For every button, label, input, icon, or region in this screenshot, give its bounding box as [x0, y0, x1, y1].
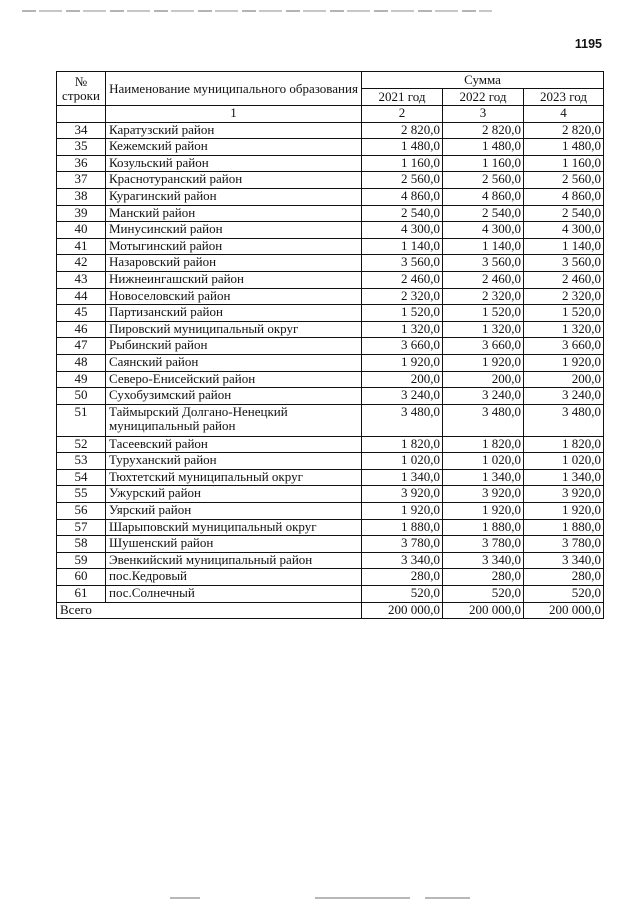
amount-2021: 1 920,0: [362, 503, 443, 520]
amount-2022: 3 560,0: [443, 255, 524, 272]
table-row: [57, 205, 604, 222]
table-row: [57, 222, 604, 239]
row-number: 61: [57, 586, 106, 603]
amount-2023: 2 320,0: [524, 288, 604, 305]
municipality-name: Ужурский район: [106, 486, 362, 503]
row-number: 57: [57, 519, 106, 536]
amount-2023: 1 920,0: [524, 503, 604, 520]
table-row: [57, 552, 604, 569]
amount-2021: 1 340,0: [362, 469, 443, 486]
amount-2021: 1 880,0: [362, 519, 443, 536]
row-number: 34: [57, 122, 106, 139]
amount-2022: 1 140,0: [443, 238, 524, 255]
amount-2023: 1 020,0: [524, 453, 604, 470]
table-row: [57, 586, 604, 603]
row-number: 42: [57, 255, 106, 272]
amount-2021: 1 320,0: [362, 321, 443, 338]
amount-2023: 3 560,0: [524, 255, 604, 272]
amount-2023: 1 820,0: [524, 436, 604, 453]
row-number: 38: [57, 188, 106, 205]
row-number: 44: [57, 288, 106, 305]
amount-2021: 2 560,0: [362, 172, 443, 189]
table-row: [57, 271, 604, 288]
amount-2021: 200,0: [362, 371, 443, 388]
amount-2023: 1 480,0: [524, 139, 604, 156]
scan-bottom-artifact: [315, 897, 410, 899]
amount-2022: 3 340,0: [443, 552, 524, 569]
amount-2022: 2 820,0: [443, 122, 524, 139]
amount-2023: 1 520,0: [524, 305, 604, 322]
municipality-name: Каратузский район: [106, 122, 362, 139]
amount-2021: 2 460,0: [362, 271, 443, 288]
amount-2023: 3 660,0: [524, 338, 604, 355]
municipality-name: Тасеевский район: [106, 436, 362, 453]
row-number: 52: [57, 436, 106, 453]
amount-2022: 1 320,0: [443, 321, 524, 338]
municipality-name: Назаровский район: [106, 255, 362, 272]
amount-2021: 3 480,0: [362, 404, 443, 436]
amount-2021: 2 540,0: [362, 205, 443, 222]
amount-2023: 3 480,0: [524, 404, 604, 436]
row-number: 41: [57, 238, 106, 255]
table-row: [57, 172, 604, 189]
table-row: [57, 486, 604, 503]
municipality-name: Манский район: [106, 205, 362, 222]
amount-2021: 2 820,0: [362, 122, 443, 139]
amount-2023: 1 140,0: [524, 238, 604, 255]
amount-2021: 4 860,0: [362, 188, 443, 205]
amount-2021: 4 300,0: [362, 222, 443, 239]
amount-2021: 1 140,0: [362, 238, 443, 255]
total-2021: 200 000,0: [362, 602, 443, 619]
amount-2021: 1 020,0: [362, 453, 443, 470]
table-row: [57, 354, 604, 371]
amount-2022: 4 300,0: [443, 222, 524, 239]
header-sum: Сумма: [362, 72, 604, 89]
municipality-name: Саянский район: [106, 354, 362, 371]
row-number: 49: [57, 371, 106, 388]
amount-2023: 2 540,0: [524, 205, 604, 222]
row-number: 45: [57, 305, 106, 322]
row-number: 56: [57, 503, 106, 520]
table-row: [57, 338, 604, 355]
amount-2021: 1 920,0: [362, 354, 443, 371]
municipality-name: Сухобузимский район: [106, 388, 362, 405]
total-2023: 200 000,0: [524, 602, 604, 619]
municipality-name: Новоселовский район: [106, 288, 362, 305]
amount-2021: 1 480,0: [362, 139, 443, 156]
amount-2021: 1 820,0: [362, 436, 443, 453]
table-row: [57, 469, 604, 486]
amount-2021: 3 660,0: [362, 338, 443, 355]
amount-2023: 1 160,0: [524, 155, 604, 172]
amount-2022: 1 920,0: [443, 503, 524, 520]
table-row: [57, 388, 604, 405]
amount-2021: 3 340,0: [362, 552, 443, 569]
table-row: [57, 321, 604, 338]
table-row: [57, 139, 604, 156]
municipality-name: Пировский муниципальный округ: [106, 321, 362, 338]
amount-2022: 1 820,0: [443, 436, 524, 453]
amount-2023: 3 240,0: [524, 388, 604, 405]
amount-2023: 3 780,0: [524, 536, 604, 553]
municipality-name: Эвенкийский муниципальный район: [106, 552, 362, 569]
amount-2023: 200,0: [524, 371, 604, 388]
municipality-name: Козульский район: [106, 155, 362, 172]
amount-2022: 200,0: [443, 371, 524, 388]
amount-2023: 1 920,0: [524, 354, 604, 371]
row-number: 48: [57, 354, 106, 371]
total-label: Всего: [57, 602, 362, 619]
allocation-table: [56, 71, 604, 619]
table-row: [57, 371, 604, 388]
row-number: 39: [57, 205, 106, 222]
row-number: 55: [57, 486, 106, 503]
amount-2021: 520,0: [362, 586, 443, 603]
scan-bottom-artifact: [425, 897, 470, 899]
amount-2023: 3 340,0: [524, 552, 604, 569]
amount-2023: 520,0: [524, 586, 604, 603]
amount-2022: 3 240,0: [443, 388, 524, 405]
row-number: 60: [57, 569, 106, 586]
table-row: [57, 288, 604, 305]
municipality-name: Шарыповский муниципальный округ: [106, 519, 362, 536]
municipality-name: Мотыгинский район: [106, 238, 362, 255]
amount-2021: 3 240,0: [362, 388, 443, 405]
amount-2021: 1 520,0: [362, 305, 443, 322]
header-year-2022: 2022 год: [443, 89, 524, 106]
table-row: [57, 503, 604, 520]
header-name: Наименование муниципального образования: [106, 72, 362, 106]
amount-2023: 2 820,0: [524, 122, 604, 139]
municipality-name: Таймырский Долгано-Ненецкий муниципальный район: [106, 404, 362, 436]
row-number: 40: [57, 222, 106, 239]
amount-2022: 1 880,0: [443, 519, 524, 536]
amount-2023: 1 320,0: [524, 321, 604, 338]
header-year-2023: 2023 год: [524, 89, 604, 106]
municipality-name: Рыбинский район: [106, 338, 362, 355]
col-number: 4: [524, 106, 604, 123]
amount-2022: 520,0: [443, 586, 524, 603]
municipality-name: пос.Солнечный: [106, 586, 362, 603]
amount-2023: 2 460,0: [524, 271, 604, 288]
row-number: 59: [57, 552, 106, 569]
amount-2022: 3 920,0: [443, 486, 524, 503]
amount-2022: 4 860,0: [443, 188, 524, 205]
amount-2022: 3 660,0: [443, 338, 524, 355]
municipality-name: Партизанский район: [106, 305, 362, 322]
row-number: 50: [57, 388, 106, 405]
table-row: [57, 569, 604, 586]
amount-2022: 1 340,0: [443, 469, 524, 486]
total-2022: 200 000,0: [443, 602, 524, 619]
municipality-name: Нижнеингашский район: [106, 271, 362, 288]
table-row: [57, 436, 604, 453]
table-row: [57, 155, 604, 172]
scan-bottom-artifact: [170, 897, 200, 899]
amount-2023: 4 860,0: [524, 188, 604, 205]
amount-2022: 2 460,0: [443, 271, 524, 288]
header-row-no: № строки: [57, 72, 106, 106]
row-number: 36: [57, 155, 106, 172]
row-number: 43: [57, 271, 106, 288]
amount-2022: 3 480,0: [443, 404, 524, 436]
municipality-name: Уярский район: [106, 503, 362, 520]
amount-2023: 1 880,0: [524, 519, 604, 536]
municipality-name: Краснотуранский район: [106, 172, 362, 189]
table-row: [57, 122, 604, 139]
amount-2022: 2 540,0: [443, 205, 524, 222]
amount-2021: 2 320,0: [362, 288, 443, 305]
col-number: 2: [362, 106, 443, 123]
col-number: 3: [443, 106, 524, 123]
municipality-name: Курагинский район: [106, 188, 362, 205]
amount-2023: 2 560,0: [524, 172, 604, 189]
amount-2022: 1 920,0: [443, 354, 524, 371]
row-number: 35: [57, 139, 106, 156]
municipality-name: Минусинский район: [106, 222, 362, 239]
header-year-2021: 2021 год: [362, 89, 443, 106]
amount-2023: 280,0: [524, 569, 604, 586]
amount-2022: 1 520,0: [443, 305, 524, 322]
amount-2022: 1 020,0: [443, 453, 524, 470]
table-row: [57, 519, 604, 536]
scan-top-artifact: [22, 10, 492, 12]
municipality-name: пос.Кедровый: [106, 569, 362, 586]
municipality-name: Кежемский район: [106, 139, 362, 156]
table-row: [57, 238, 604, 255]
row-number: 51: [57, 404, 106, 436]
column-numbers-row: [57, 106, 604, 123]
amount-2023: 1 340,0: [524, 469, 604, 486]
amount-2022: 280,0: [443, 569, 524, 586]
col-number: 1: [106, 106, 362, 123]
amount-2022: 3 780,0: [443, 536, 524, 553]
table-row: [57, 255, 604, 272]
amount-2023: 4 300,0: [524, 222, 604, 239]
amount-2022: 2 320,0: [443, 288, 524, 305]
row-number: 37: [57, 172, 106, 189]
page-number: 1195: [574, 37, 602, 51]
amount-2021: 3 560,0: [362, 255, 443, 272]
municipality-name: Туруханский район: [106, 453, 362, 470]
row-number: 46: [57, 321, 106, 338]
amount-2022: 1 480,0: [443, 139, 524, 156]
amount-2021: 3 780,0: [362, 536, 443, 553]
municipality-name: Тюхтетский муниципальный округ: [106, 469, 362, 486]
amount-2021: 3 920,0: [362, 486, 443, 503]
table-row: [57, 404, 604, 436]
row-number: 47: [57, 338, 106, 355]
amount-2023: 3 920,0: [524, 486, 604, 503]
table-row: [57, 305, 604, 322]
amount-2022: 1 160,0: [443, 155, 524, 172]
amount-2021: 280,0: [362, 569, 443, 586]
table-row: [57, 453, 604, 470]
municipality-name: Северо-Енисейский район: [106, 371, 362, 388]
row-number: 58: [57, 536, 106, 553]
table-row: [57, 188, 604, 205]
row-number: 53: [57, 453, 106, 470]
table-row: [57, 536, 604, 553]
amount-2022: 2 560,0: [443, 172, 524, 189]
amount-2021: 1 160,0: [362, 155, 443, 172]
total-row: [57, 602, 604, 619]
municipality-name: Шушенский район: [106, 536, 362, 553]
row-number: 54: [57, 469, 106, 486]
